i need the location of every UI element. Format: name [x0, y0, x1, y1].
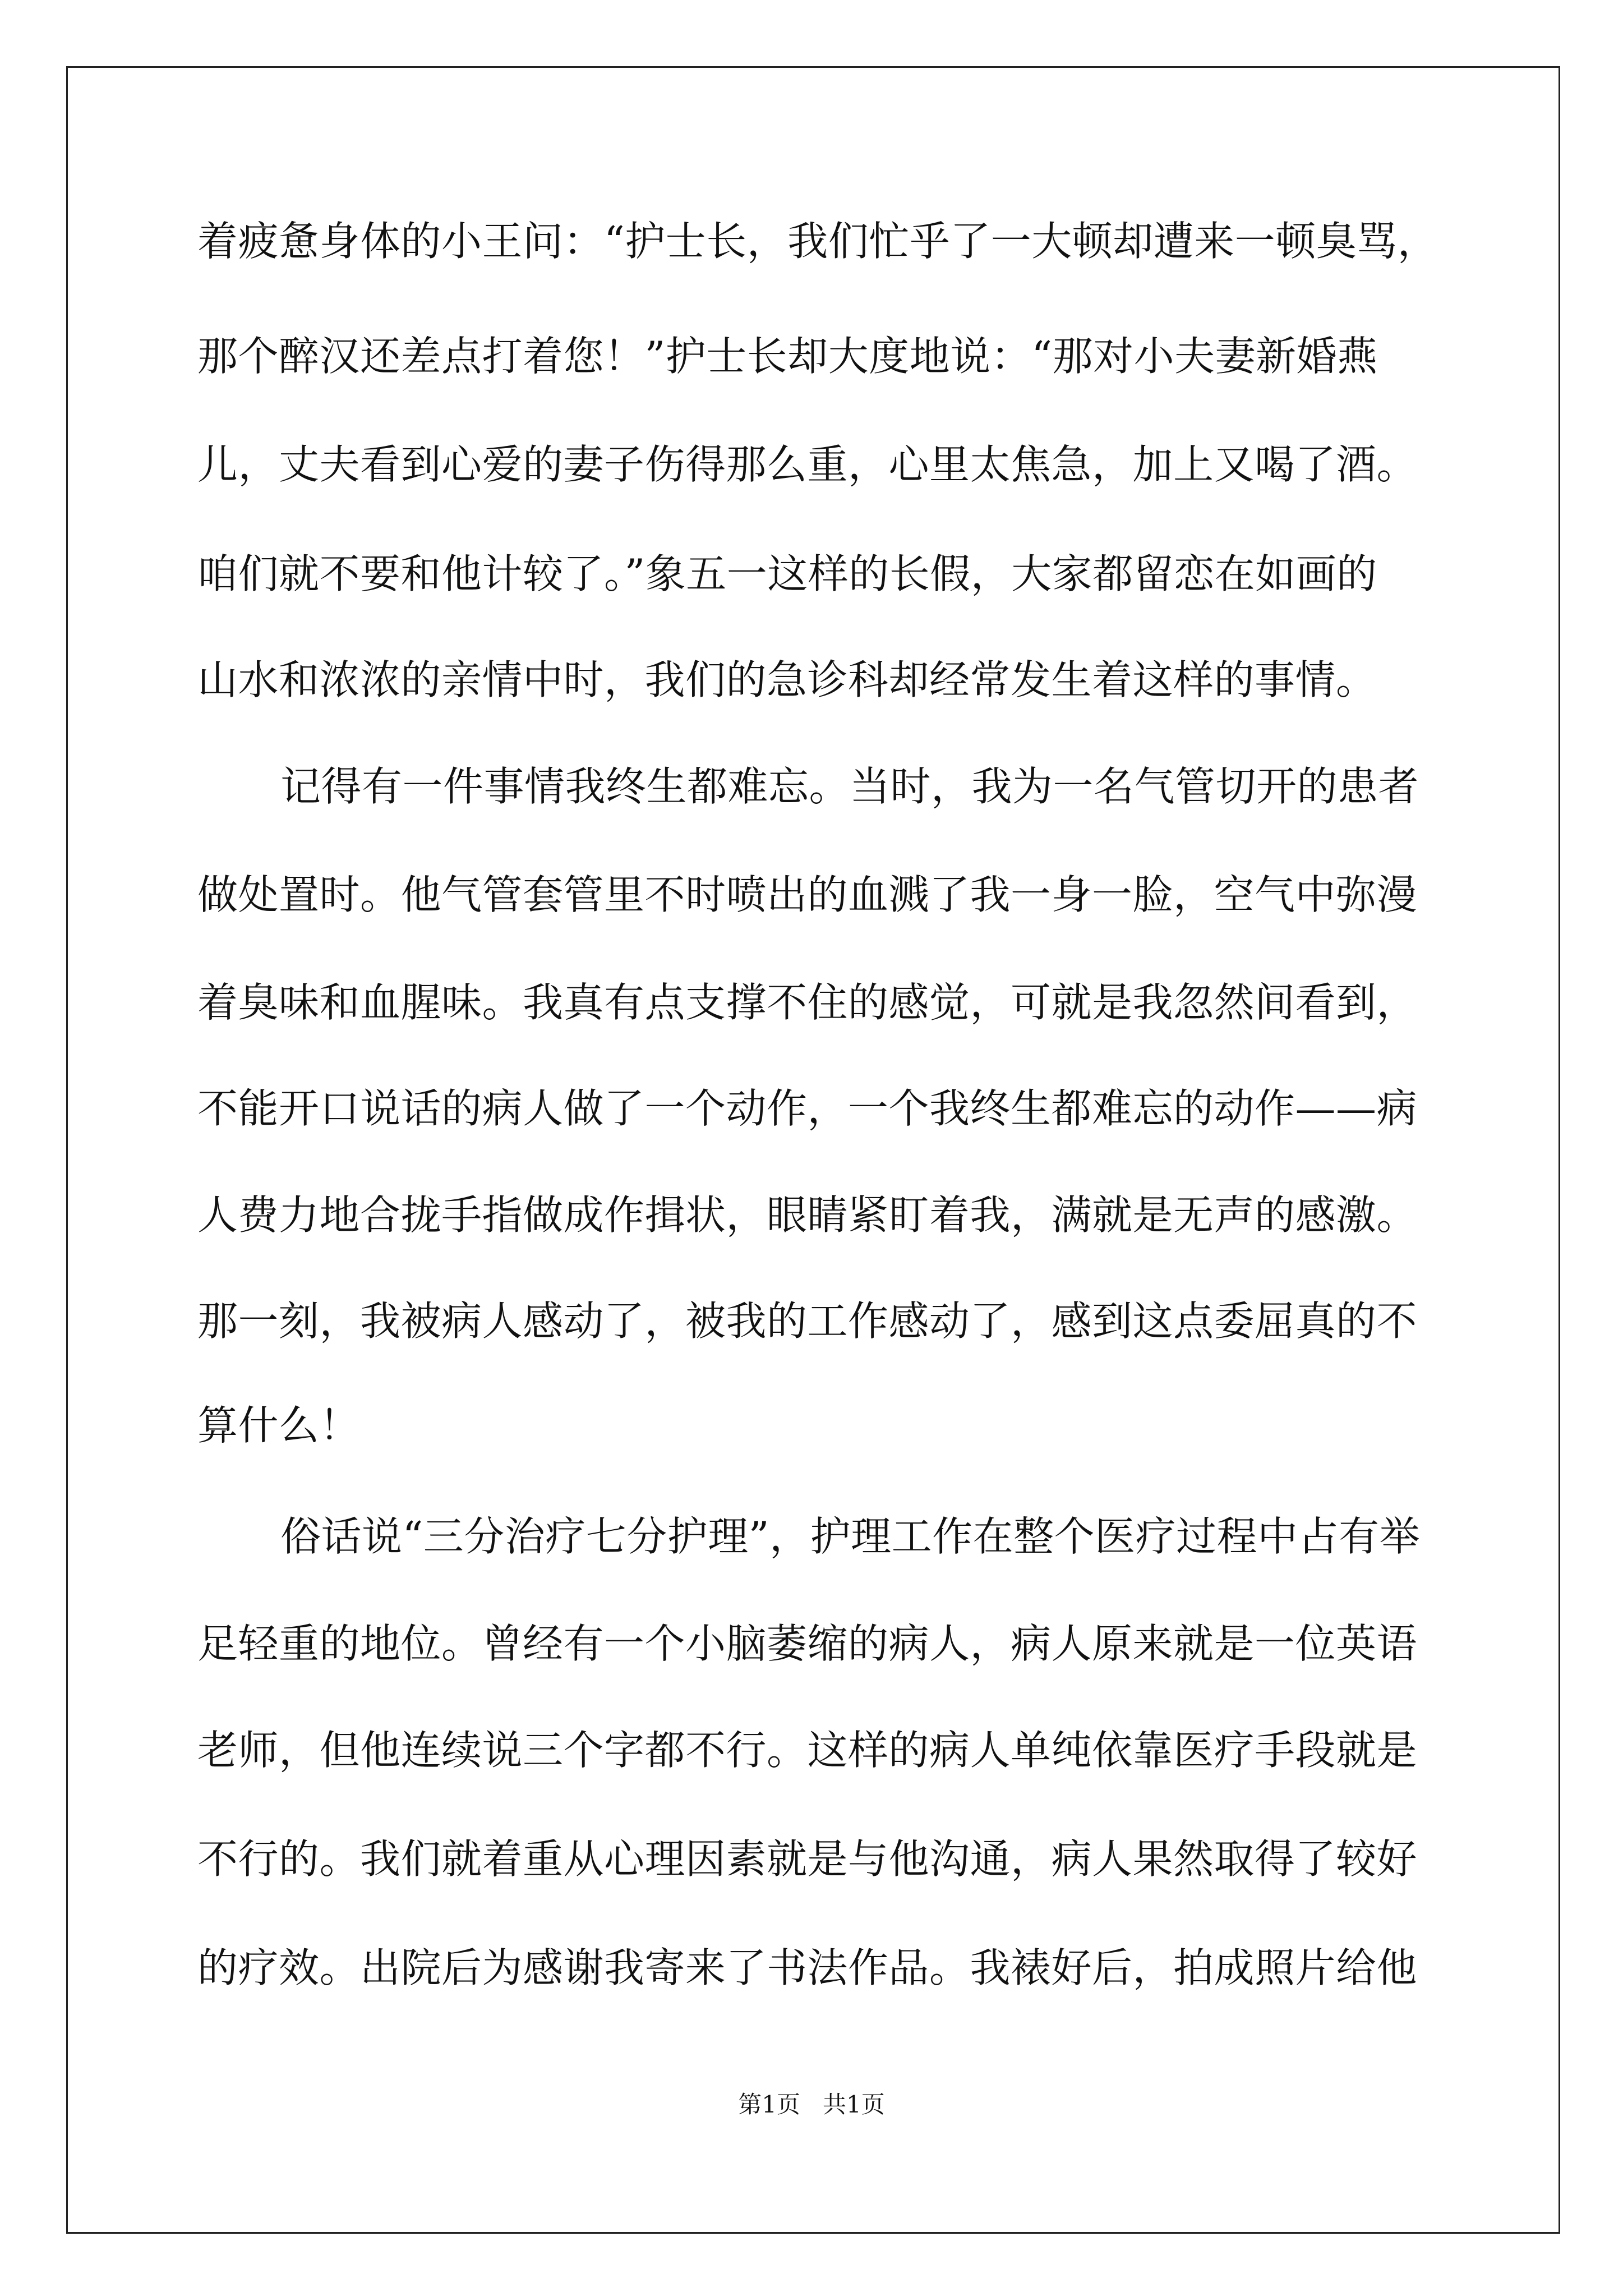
text-line: 做处置时。他气管套管里不时喷出的血溅了我一身一脸，空气中弥漫: [197, 871, 1418, 918]
text-line: 那个醉汉还差点打着您！”护士长却大度地说：“那对小夫妻新婚燕: [197, 333, 1378, 380]
text-line: 那一刻，我被病人感动了，被我的工作感动了，感到这点委屈真的不: [197, 1297, 1418, 1345]
page-border: [66, 66, 1560, 2234]
text-line: 儿，丈夫看到心爱的妻子伤得那么重，心里太焦急，加上又喝了酒。: [197, 441, 1418, 488]
paragraph-start-line: 记得有一件事情我终生都难忘。当时，我为一名气管切开的患者: [280, 763, 1419, 810]
paragraph-start-line: 俗话说“三分治疗七分护理”，护理工作在整个医疗过程中占有举: [280, 1513, 1421, 1560]
page-total: 共1页: [823, 2091, 885, 2118]
text-line: 不行的。我们就着重从心理因素就是与他沟通，病人果然取得了较好: [197, 1835, 1418, 1883]
text-line: 老师，但他连续说三个字都不行。这样的病人单纯依靠医疗手段就是: [197, 1727, 1418, 1774]
page-footer: [0, 2088, 1623, 2122]
text-line: 足轻重的地位。曾经有一个小脑萎缩的病人，病人原来就是一位英语: [197, 1620, 1418, 1667]
text-line: 算什么！: [197, 1402, 361, 1449]
text-line: 咱们就不要和他计较了。”象五一这样的长假，大家都留恋在如画的: [197, 550, 1377, 597]
text-line: 着臭味和血腥味。我真有点支撑不住的感觉，可就是我忽然间看到，: [197, 979, 1418, 1026]
text-line: 的疗效。出院后为感谢我寄来了书法作品。我裱好后，拍成照片给他: [197, 1944, 1418, 1991]
text-line: 着疲惫身体的小王问：“护士长，我们忙乎了一大顿却遭来一顿臭骂，: [197, 218, 1438, 265]
text-line: 山水和浓浓的亲情中时，我们的急诊科却经常发生着这样的事情。: [197, 656, 1377, 703]
page-number: 第1页: [738, 2091, 800, 2118]
text-line: 不能开口说话的病人做了一个动作，一个我终生都难忘的动作——病: [197, 1085, 1418, 1132]
text-line: 人费力地合拢手指做成作揖状，眼睛紧盯着我，满就是无声的感激。: [197, 1191, 1418, 1239]
